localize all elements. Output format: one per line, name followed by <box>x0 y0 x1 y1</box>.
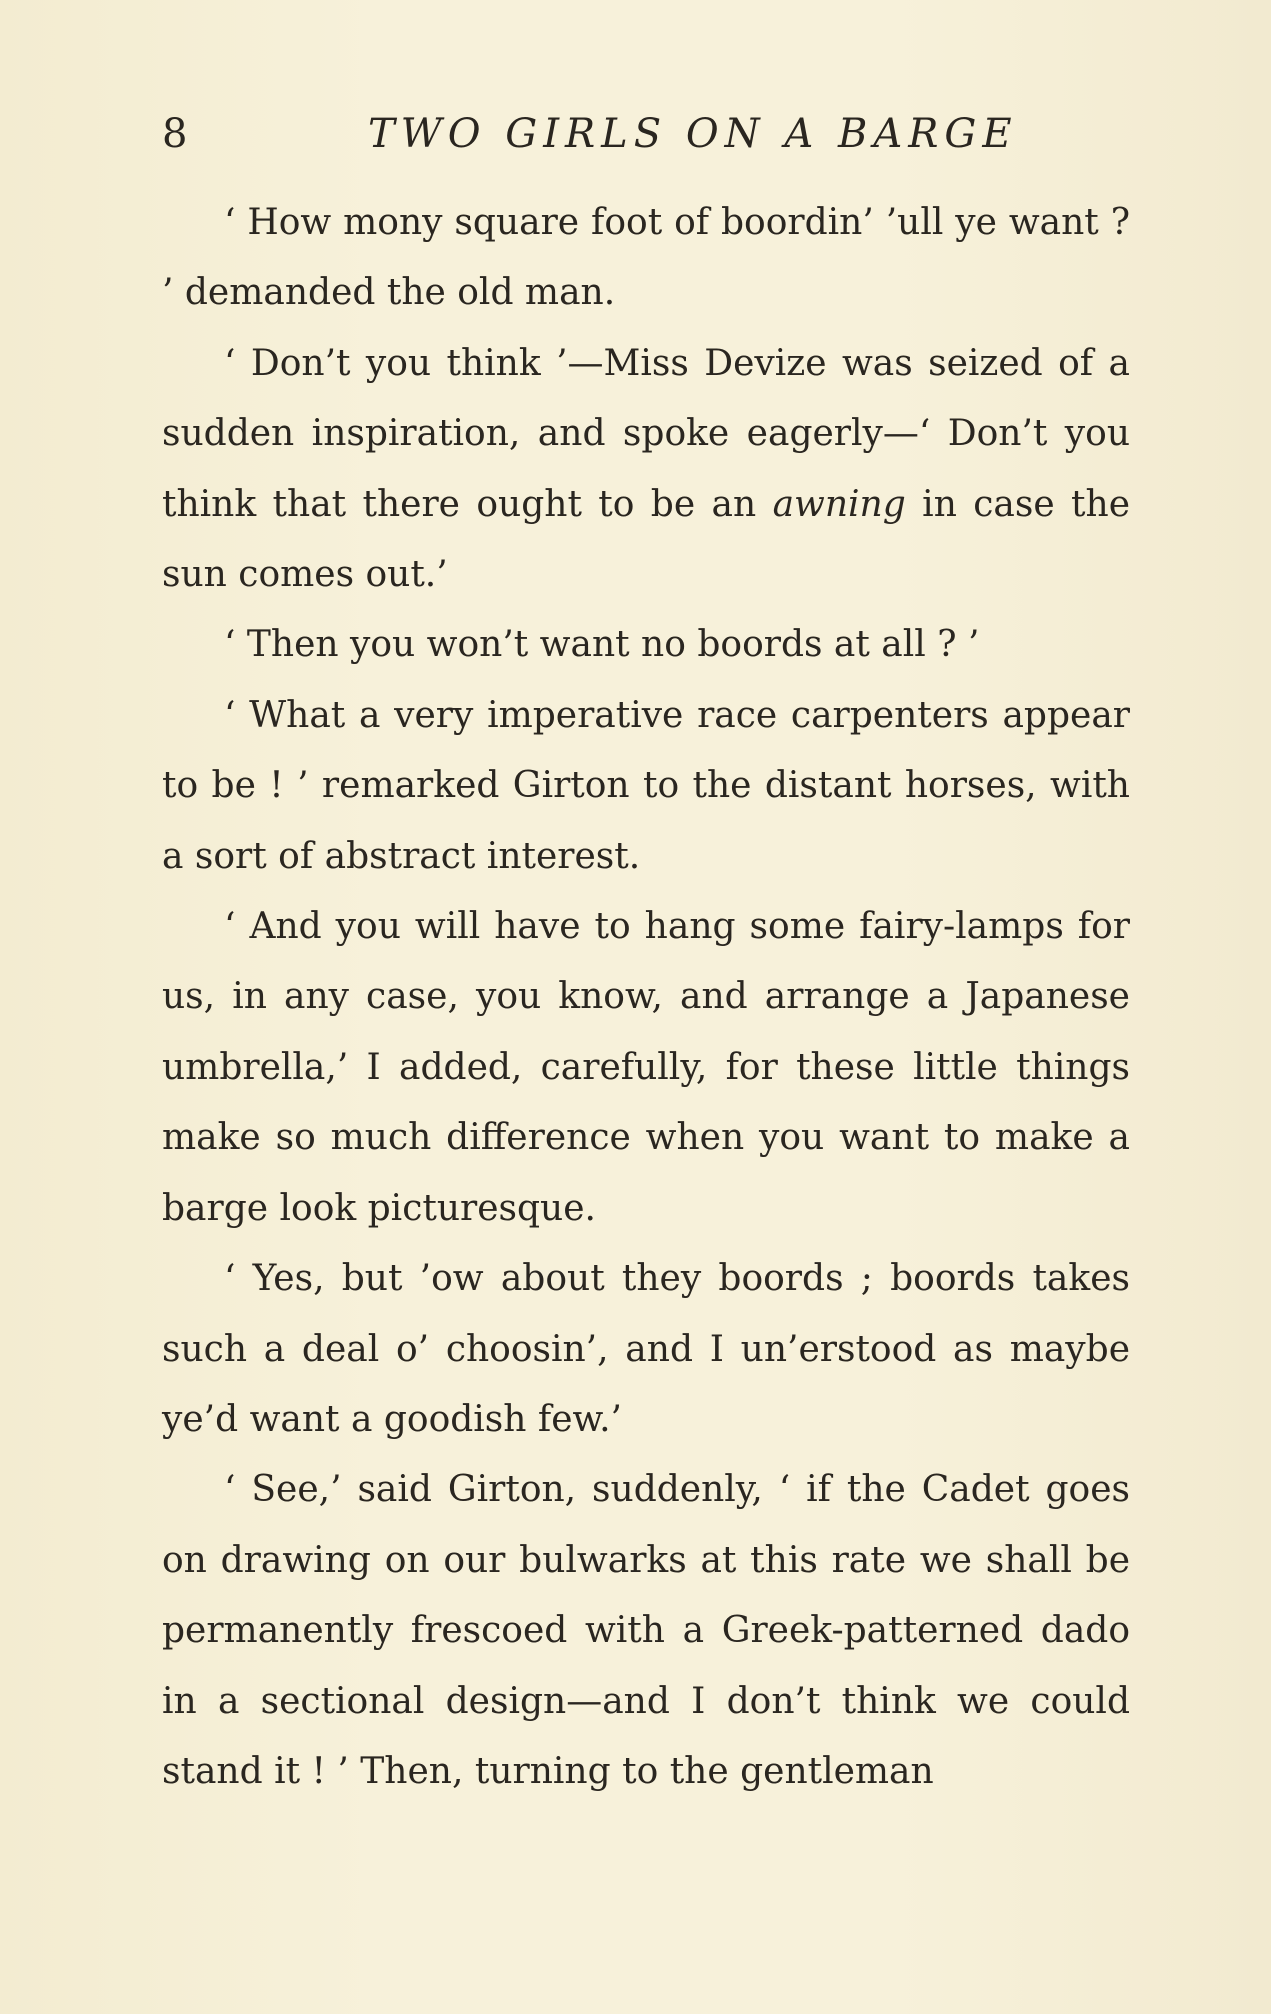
paragraph: ‘ Then you won’t want no boords at all ? ’ <box>224 624 980 666</box>
paragraph: ‘ What a very imperative race carpenters appear to be ! ’ remarked Girton to the distant horses, with a sort of abstract interest. <box>162 694 1130 877</box>
body-text <box>162 188 1130 1807</box>
paragraph: ‘ How mony square foot of boordin’ ’ull ye want ? ’ demanded the old man. <box>162 202 1130 314</box>
paragraph: ‘ See,’ said Girton, suddenly, ‘ if the Cadet goes on drawing on our bulwarks at this rate we shall be permanently frescoed with a Greek-patterned dado in a sectional design—and I don’t think we could stand it ! ’ Then, turning to the gentleman <box>162 1469 1130 1792</box>
paragraph: ‘ And you will have to hang some fairy-lamps for us, in any case, you know, and arrange a Japanese umbrella,’ I added, carefully, for these little things make so much difference when you want to make a barge look picturesque. <box>162 906 1130 1229</box>
paragraph-text: ‘ Don’t you think ’—Miss Devize was seized of a sudden inspiration, and spoke eagerly—‘ Don’t you think that there ought to be an <box>162 342 1130 525</box>
paragraph: ‘ Yes, but ’ow about they boords ; boords takes such a deal o’ choosin’, and I un’erstood as maybe ye’d want a goodish few.’ <box>162 1258 1130 1440</box>
paragraph-text: in case the sun comes out.’ <box>162 483 1130 596</box>
page-header <box>162 104 1130 164</box>
running-title: TWO GIRLS ON A BARGE <box>368 111 1018 157</box>
paragraph <box>162 329 1130 611</box>
page-number: 8 <box>162 111 188 157</box>
emphasized-word: awning <box>772 483 906 525</box>
